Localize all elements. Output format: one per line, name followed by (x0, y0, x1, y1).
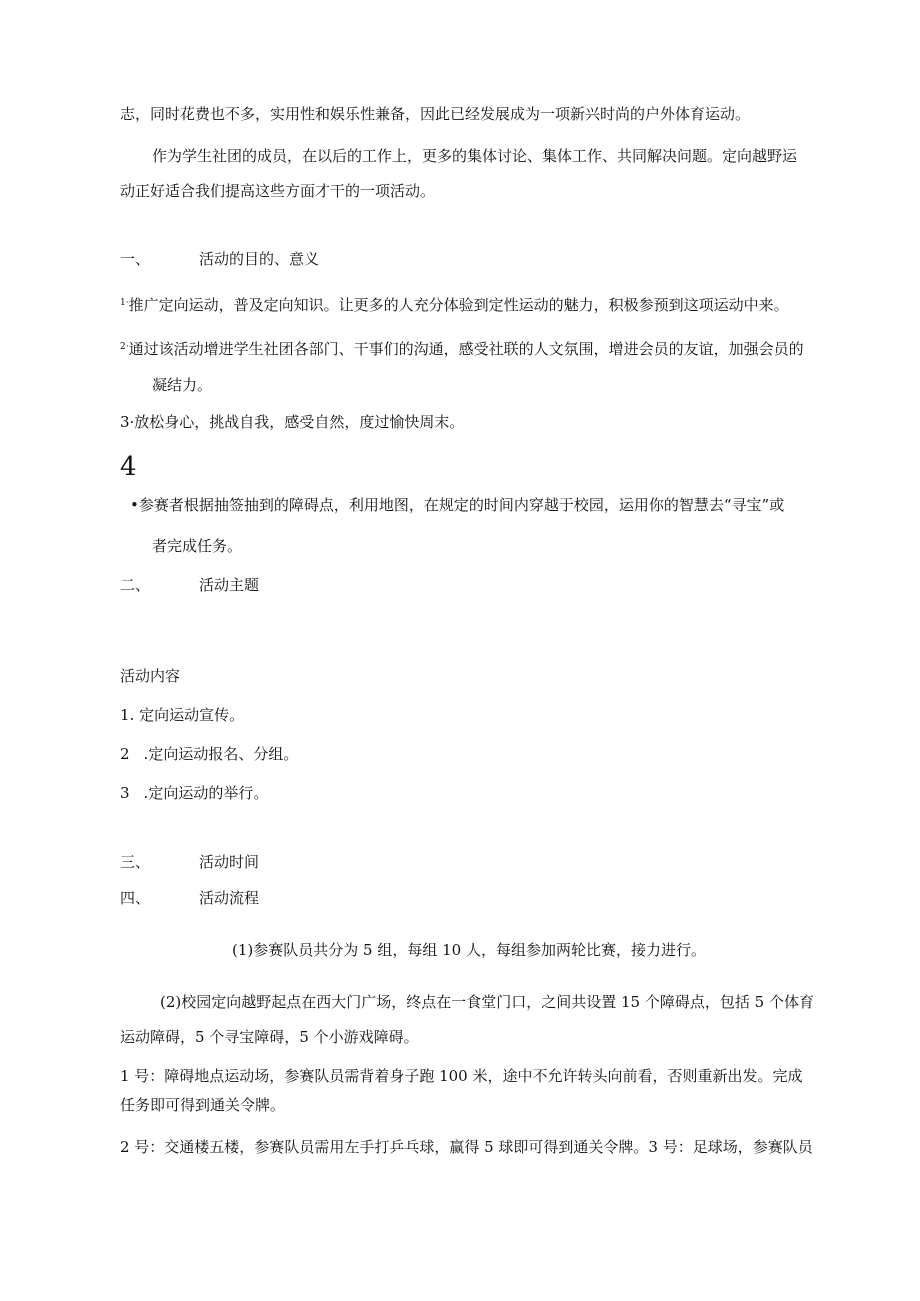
paragraph-line: 作为学生社团的成员，在以后的工作上，更多的集体讨论、集体工作、共同解决问题。定向越野运 (152, 147, 798, 165)
obstacle-line: 2 号：交通楼五楼，参赛队员需用左手打乒乓球，赢得 5 球即可得到通关令牌。3 号：足球场，参赛队员 (120, 1138, 813, 1156)
list-item-text: 推广定向运动，普及定向知识。让更多的人充分体验到定性运动的魅力，积极参预到这项运动中来。 (128, 296, 789, 314)
section-number: 一、 (120, 250, 151, 268)
section-number: 二、 (120, 576, 151, 594)
list-item (120, 744, 298, 764)
section-title: 活动流程 (199, 889, 260, 907)
list-item: 1. 定向运动宣传。 (120, 706, 245, 724)
section-number: 三、 (120, 853, 151, 871)
obstacle-line: 1 号：障碍地点运动场，参赛队员需背着身子跑 100 米，途中不允许转头向前看，否则重新出发。完成 (120, 1067, 803, 1085)
list-item-continuation: 凝结力。 (152, 376, 213, 394)
step-line: (1)参赛队员共分为 5 组，每组 10 人，每组参加两轮比赛，接力进行。 (232, 941, 706, 959)
section-title: 活动主题 (199, 576, 260, 594)
bullet-item-continuation: 者完成任务。 (152, 537, 243, 555)
list-number: 3 (120, 784, 130, 802)
content-title: 活动内容 (120, 667, 181, 685)
list-item-text: 通过该活动增进学生社团各部门、干事们的沟通，感受社联的人文氛围，增进会员的友谊，加强会员的 (128, 340, 804, 358)
list-marker: 1· (120, 298, 129, 308)
list-item-text: .定向运动的举行。 (143, 784, 269, 802)
step-line: 运动障碍，5 个寻宝障碍，5 个小游戏障碍。 (120, 1028, 419, 1046)
list-item-text: .定向运动报名、分组。 (143, 745, 299, 763)
section-number: 四、 (120, 889, 151, 907)
list-marker: 2· (120, 342, 129, 352)
list-item (120, 337, 804, 359)
block-number: 4 (120, 452, 137, 482)
section-title: 活动时间 (199, 853, 260, 871)
list-number: 2 (120, 745, 130, 763)
obstacle-line: 任务即可得到通关令牌。 (120, 1096, 286, 1114)
bullet-item: •参赛者根据抽签抽到的障碍点，利用地图，在规定的时间内穿越于校园，运用你的智慧去“寻宝”或 (130, 496, 785, 514)
paragraph-line: 动正好适合我们提高这些方面才干的一项活动。 (120, 182, 436, 200)
list-item (120, 293, 789, 315)
list-item: 3·放松身心，挑战自我，感受自然，度过愉快周末。 (120, 413, 465, 431)
step-line: (2)校园定向越野起点在西大门广场，终点在一食堂门口，之间共设置 15 个障碍点，包括 5 个体育 (160, 993, 814, 1011)
paragraph-line: 志，同时花费也不多，实用性和娱乐性兼备，因此已经发展成为一项新兴时尚的户外体育运动。 (120, 105, 751, 123)
list-item (120, 783, 268, 803)
section-title: 活动的目的、意义 (199, 250, 320, 268)
